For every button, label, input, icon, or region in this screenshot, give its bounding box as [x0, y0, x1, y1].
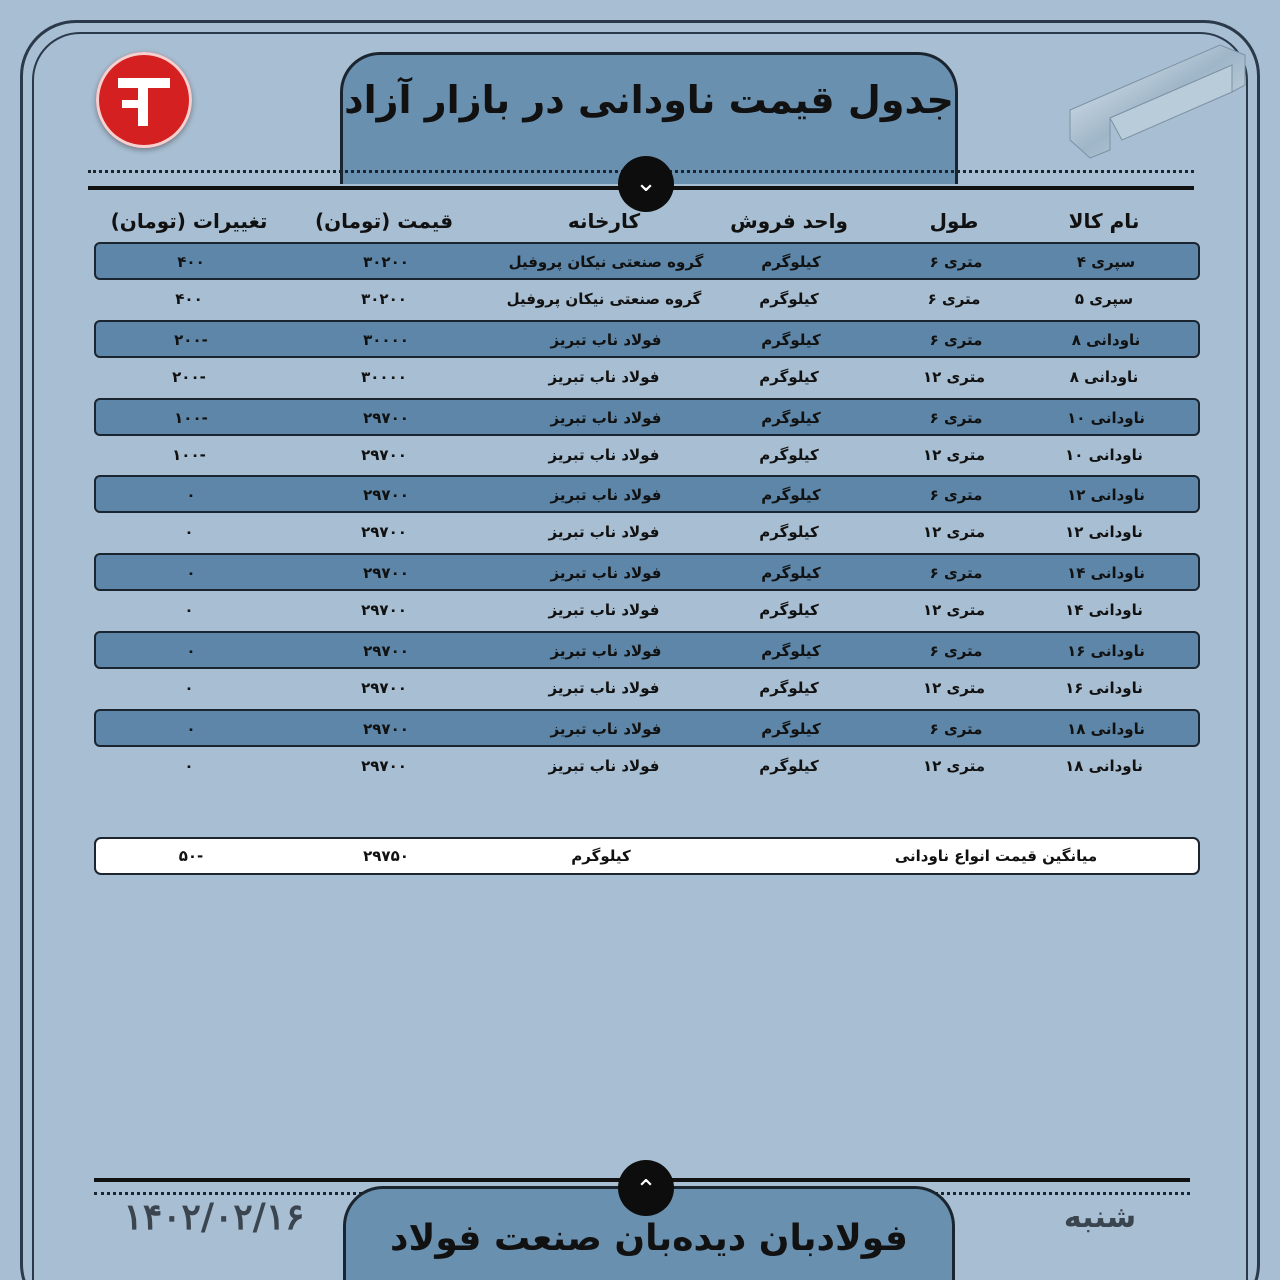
- cell-unit: کیلوگرم: [761, 720, 821, 738]
- cell-factory: فولاد ناب تبریز: [548, 368, 660, 386]
- cell-change: ۰: [186, 486, 196, 504]
- cell-factory: فولاد ناب تبریز: [550, 486, 662, 504]
- cell-name: ناودانی ۱۲: [1067, 486, 1145, 504]
- cell-length: متری ۶: [927, 290, 981, 308]
- cell-factory: گروه صنعتی نیکان پروفیل: [508, 253, 704, 271]
- cell-change: ۴۰۰: [177, 253, 205, 271]
- cell-length: متری ۶: [929, 253, 983, 271]
- cell-factory: فولاد ناب تبریز: [550, 642, 662, 660]
- header-price: قیمت (تومان): [314, 209, 454, 233]
- cell-change: ۰: [184, 523, 194, 541]
- cell-factory: فولاد ناب تبریز: [548, 757, 660, 775]
- table-row: [94, 670, 1200, 708]
- table-row: [94, 592, 1200, 630]
- cell-unit: کیلوگرم: [761, 642, 821, 660]
- cell-price: ۲۹۷۰۰: [363, 720, 409, 738]
- header-unit: واحد فروش: [730, 209, 848, 233]
- average-change: -۵۰: [178, 847, 204, 865]
- cell-change: -۱۰۰: [172, 446, 206, 464]
- cell-name: سپری ۴: [1076, 253, 1136, 271]
- cell-change: -۱۰۰: [174, 409, 208, 427]
- header-change: تغییرات (تومان): [110, 209, 268, 233]
- cell-price: ۲۹۷۰۰: [361, 679, 407, 697]
- cell-unit: کیلوگرم: [759, 368, 819, 386]
- cell-change: ۰: [184, 601, 194, 619]
- cell-name: ناودانی ۱۶: [1067, 642, 1145, 660]
- cell-price: ۳۰۲۰۰: [363, 253, 409, 271]
- cell-unit: کیلوگرم: [761, 331, 821, 349]
- table-row: [94, 437, 1200, 475]
- cell-price: ۲۹۷۰۰: [361, 757, 407, 775]
- cell-change: -۲۰۰: [174, 331, 208, 349]
- cell-price: ۳۰۲۰۰: [361, 290, 407, 308]
- cell-length: متری ۶: [929, 486, 983, 504]
- footer-date: ۱۴۰۲/۰۲/۱۶: [123, 1196, 305, 1238]
- cell-name: سپری ۵: [1074, 290, 1134, 308]
- chevron-down-icon[interactable]: ⌄: [618, 156, 674, 212]
- table-row: [94, 709, 1200, 747]
- cell-change: ۴۰۰: [175, 290, 203, 308]
- cell-name: ناودانی ۸: [1071, 331, 1141, 349]
- cell-change: ۰: [186, 720, 196, 738]
- table-row: [94, 281, 1200, 319]
- table-row: [94, 748, 1200, 786]
- cell-change: ۰: [186, 564, 196, 582]
- cell-length: متری ۱۲: [922, 446, 986, 464]
- footer-brand: فولادبان دیده‌بان صنعت فولاد: [390, 1218, 908, 1259]
- chevron-up-icon[interactable]: ⌃: [618, 1160, 674, 1216]
- cell-unit: کیلوگرم: [761, 253, 821, 271]
- cell-change: ۰: [186, 642, 196, 660]
- cell-name: ناودانی ۱۸: [1065, 757, 1143, 775]
- cell-change: -۲۰۰: [172, 368, 206, 386]
- table-row: [94, 475, 1200, 513]
- cell-price: ۲۹۷۰۰: [363, 564, 409, 582]
- cell-factory: فولاد ناب تبریز: [550, 409, 662, 427]
- cell-name: ناودانی ۱۰: [1065, 446, 1143, 464]
- table-row: [94, 320, 1200, 358]
- table-row: [94, 631, 1200, 669]
- table-header: [94, 204, 1200, 238]
- header-name: نام کالا: [1068, 209, 1140, 233]
- cell-unit: کیلوگرم: [761, 409, 821, 427]
- cell-unit: کیلوگرم: [761, 486, 821, 504]
- average-row: [94, 837, 1200, 875]
- cell-factory: فولاد ناب تبریز: [550, 331, 662, 349]
- fooladban-logo-icon: [96, 52, 192, 148]
- cell-name: ناودانی ۱۸: [1067, 720, 1145, 738]
- cell-change: ۰: [184, 757, 194, 775]
- average-label: میانگین قیمت انواع ناودانی: [894, 847, 1098, 865]
- channel-steel-image: [1050, 40, 1250, 160]
- cell-price: ۲۹۷۰۰: [363, 486, 409, 504]
- cell-length: متری ۶: [929, 409, 983, 427]
- cell-unit: کیلوگرم: [759, 757, 819, 775]
- cell-price: ۲۹۷۰۰: [363, 642, 409, 660]
- cell-unit: کیلوگرم: [759, 290, 819, 308]
- header-factory: کارخانه: [567, 209, 641, 233]
- table-row: [94, 359, 1200, 397]
- cell-factory: فولاد ناب تبریز: [548, 601, 660, 619]
- cell-name: ناودانی ۱۴: [1067, 564, 1145, 582]
- cell-unit: کیلوگرم: [759, 523, 819, 541]
- cell-name: ناودانی ۱۲: [1065, 523, 1143, 541]
- cell-name: ناودانی ۱۶: [1065, 679, 1143, 697]
- cell-price: ۲۹۷۰۰: [363, 409, 409, 427]
- cell-price: ۲۹۷۰۰: [361, 601, 407, 619]
- cell-length: متری ۱۲: [922, 523, 986, 541]
- cell-factory: فولاد ناب تبریز: [550, 564, 662, 582]
- page-title: جدول قیمت ناودانی در بازار آزاد: [344, 78, 954, 122]
- cell-change: ۰: [184, 679, 194, 697]
- cell-factory: فولاد ناب تبریز: [548, 679, 660, 697]
- cell-factory: فولاد ناب تبریز: [548, 446, 660, 464]
- cell-price: ۳۰۰۰۰: [361, 368, 407, 386]
- table-row: [94, 398, 1200, 436]
- table-row: [94, 553, 1200, 591]
- cell-name: ناودانی ۱۰: [1067, 409, 1145, 427]
- cell-length: متری ۱۲: [922, 368, 986, 386]
- average-unit: کیلوگرم: [571, 847, 631, 865]
- cell-price: ۳۰۰۰۰: [363, 331, 409, 349]
- cell-name: ناودانی ۸: [1069, 368, 1139, 386]
- cell-unit: کیلوگرم: [761, 564, 821, 582]
- average-price: ۲۹۷۵۰: [363, 847, 409, 865]
- cell-price: ۲۹۷۰۰: [361, 523, 407, 541]
- cell-length: متری ۱۲: [922, 757, 986, 775]
- cell-price: ۲۹۷۰۰: [361, 446, 407, 464]
- cell-length: متری ۶: [929, 720, 983, 738]
- cell-length: متری ۱۲: [922, 679, 986, 697]
- cell-length: متری ۶: [929, 331, 983, 349]
- cell-factory: گروه صنعتی نیکان پروفیل: [506, 290, 702, 308]
- table-row: [94, 242, 1200, 280]
- cell-factory: فولاد ناب تبریز: [548, 523, 660, 541]
- cell-factory: فولاد ناب تبریز: [550, 720, 662, 738]
- cell-unit: کیلوگرم: [759, 679, 819, 697]
- cell-length: متری ۶: [929, 564, 983, 582]
- cell-unit: کیلوگرم: [759, 446, 819, 464]
- cell-unit: کیلوگرم: [759, 601, 819, 619]
- table-row: [94, 514, 1200, 552]
- footer-day: شنبه: [1063, 1200, 1137, 1235]
- cell-length: متری ۶: [929, 642, 983, 660]
- cell-name: ناودانی ۱۴: [1065, 601, 1143, 619]
- cell-length: متری ۱۲: [922, 601, 986, 619]
- header-length: طول: [929, 209, 979, 233]
